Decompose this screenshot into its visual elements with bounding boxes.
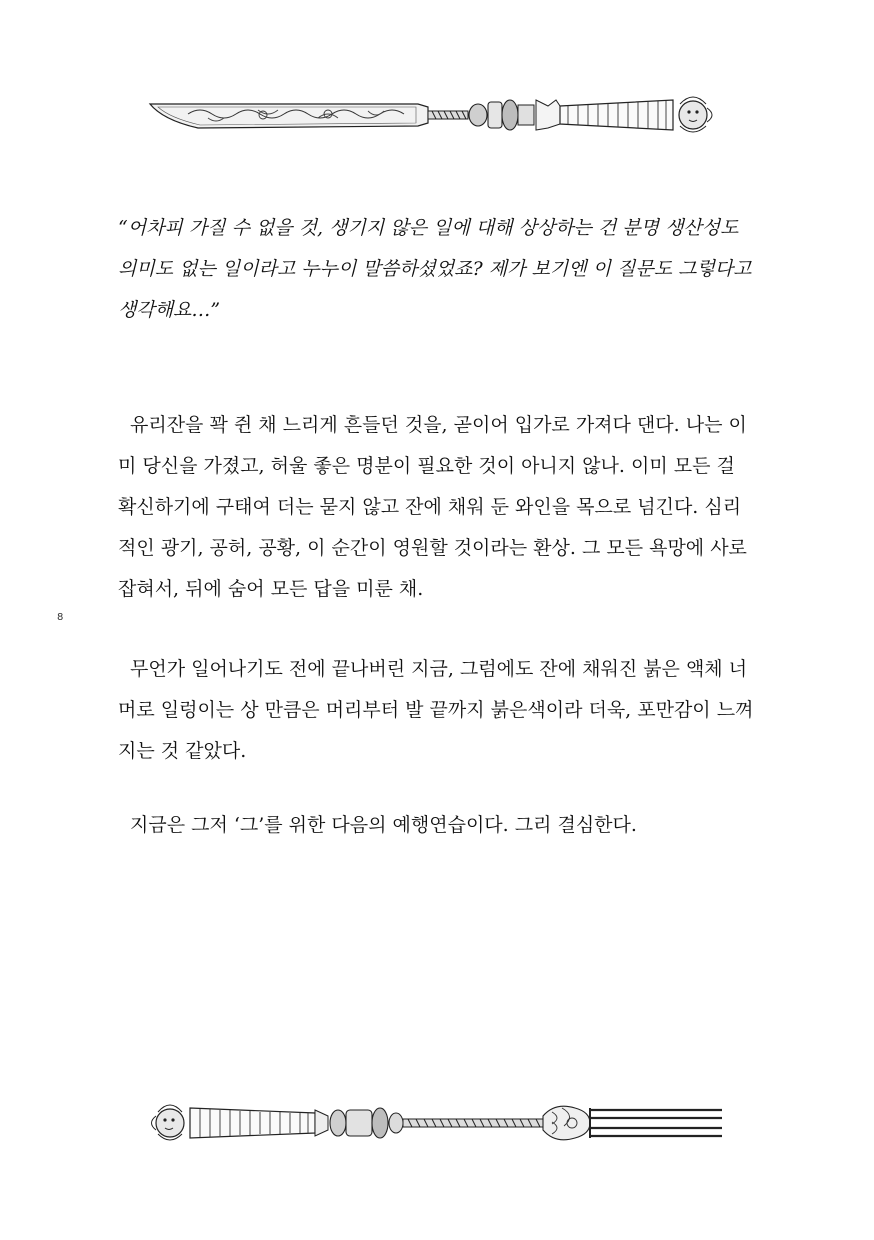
ornate-fork-icon bbox=[150, 1098, 724, 1148]
body-paragraph: 지금은 그저 ‘그’를 위한 다음의 예행연습이다. 그리 결심한다. bbox=[130, 814, 637, 836]
body-paragraph: 유리잔을 꽉 쥔 채 느리게 흔들던 것을, 곧이어 입가로 가져다 댄다. 나는 이미 당신을 가졌고, 허울 좋은 명분이 필요한 것이 아니지 않나. 이미 모든 걸 확신하기에 구태여 더는 묻지 않고 잔에 채워 둔 와인을 목으로 넘긴다. 심리적인 광기, 공허, 공황, 이 순간이 영원할 것이라는 환상. 그 모든 욕망에 사로잡혀서, 뒤에 숨어 모든 답을 미룬 채. bbox=[118, 414, 747, 600]
ornate-knife-icon bbox=[148, 90, 726, 140]
page-number: 8 bbox=[57, 612, 64, 623]
body-paragraph: 무언가 일어나기도 전에 끝나버린 지금, 그럼에도 잔에 채워진 붉은 액체 너머로 일렁이는 상 만큼은 머리부터 발 끝까지 붉은색이라 더욱, 포만감이 느껴지는 것 같았다. bbox=[118, 658, 754, 762]
dialogue-quote: “어차피 가질 수 없을 것, 생기지 않은 일에 대해 상상하는 건 분명 생산성도 의미도 없는 일이라고 누누이 말씀하셨었죠? 제가 보기엔 이 질문도 그렇다고 생각해요…” bbox=[118, 217, 752, 321]
